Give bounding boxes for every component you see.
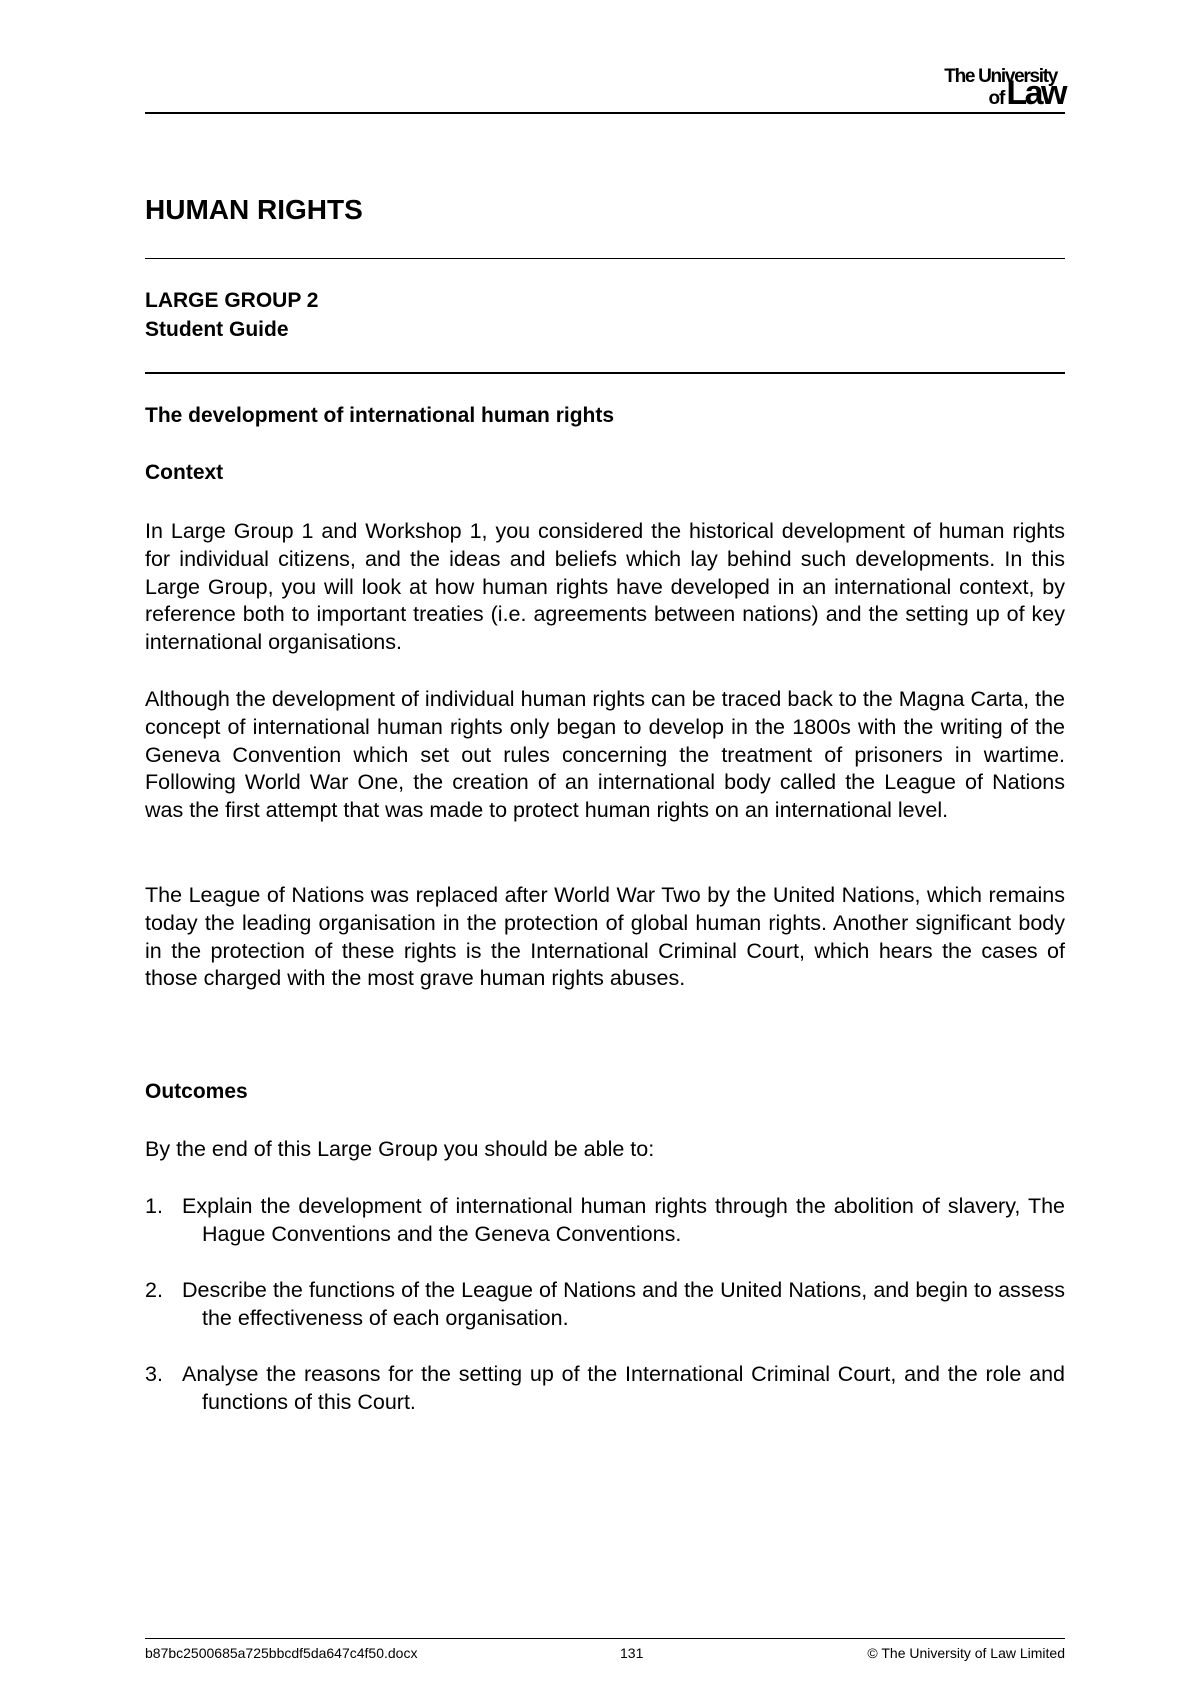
outcome-number: 1.: [145, 1194, 163, 1218]
outcome-text: Describe the functions of the League of Nations and the United Nations, and begin to assess the effectiveness of each organisation.: [182, 1278, 1065, 1330]
logo-of: of: [988, 88, 1005, 109]
document-page: [145, 0, 1065, 1698]
context-heading: Context: [145, 461, 224, 484]
university-logo: [845, 66, 1065, 112]
guide-label: Student Guide: [145, 318, 289, 341]
topic-heading: The development of international human rights: [145, 404, 615, 427]
outcome-item: [145, 1192, 1065, 1248]
logo-law: Law: [1006, 74, 1065, 112]
document-title: HUMAN RIGHTS: [145, 194, 363, 225]
footer-filename: b87bc2500685a725bbcdf5da647c4f50.docx: [145, 1645, 418, 1661]
subtitle-rule: [145, 372, 1065, 374]
outcome-text: Explain the development of international human rights through the abolition of slavery, The Hague Conventions and the Geneva Conventions.: [182, 1194, 1065, 1246]
footer-rule: [145, 1638, 1065, 1639]
logo-line1: The University: [944, 66, 1057, 87]
outcome-item: [145, 1276, 1065, 1332]
context-paragraph-1: In Large Group 1 and Workshop 1, you considered the historical development of human rights for individual citizens, and the ideas and beliefs which lay behind such developments. In this Large Group, you will look at how human rights have developed in an international context, by reference both to important treaties (i.e. agreements between nations) and the setting up of key international organisations.: [145, 519, 1065, 655]
outcomes-heading: Outcomes: [145, 1080, 248, 1103]
outcomes-intro: By the end of this Large Group you should be able to:: [145, 1137, 655, 1161]
outcomes-list: [145, 1192, 1065, 1444]
outcome-number: 2.: [145, 1278, 163, 1302]
outcome-text: Analyse the reasons for the setting up of the International Criminal Court, and the role and functions of this Court.: [182, 1362, 1065, 1414]
group-label: LARGE GROUP 2: [145, 289, 319, 312]
outcome-item: [145, 1360, 1065, 1416]
context-paragraph-2: Although the development of individual human rights can be traced back to the Magna Carta, the concept of international human rights only began to develop in the 1800s with the writing of the Geneva Convention which set out rules concerning the treatment of prisoners in wartime. Following World War One, the creation of an international body called the League of Nations was the first attempt that was made to protect human rights on an international level.: [145, 687, 1065, 823]
context-paragraph-3: The League of Nations was replaced after World War Two by the United Nations, which remains today the leading organisation in the protection of global human rights. Another significant body in the protection of these rights is the International Criminal Court, which hears the cases of those charged with the most grave human rights abuses.: [145, 883, 1065, 991]
footer-page-number: 131: [620, 1645, 644, 1661]
header-rule: [145, 112, 1065, 114]
title-rule: [145, 258, 1065, 259]
logo-line2: [988, 76, 1065, 116]
outcome-number: 3.: [145, 1362, 163, 1386]
footer-copyright: © The University of Law Limited: [867, 1645, 1065, 1661]
